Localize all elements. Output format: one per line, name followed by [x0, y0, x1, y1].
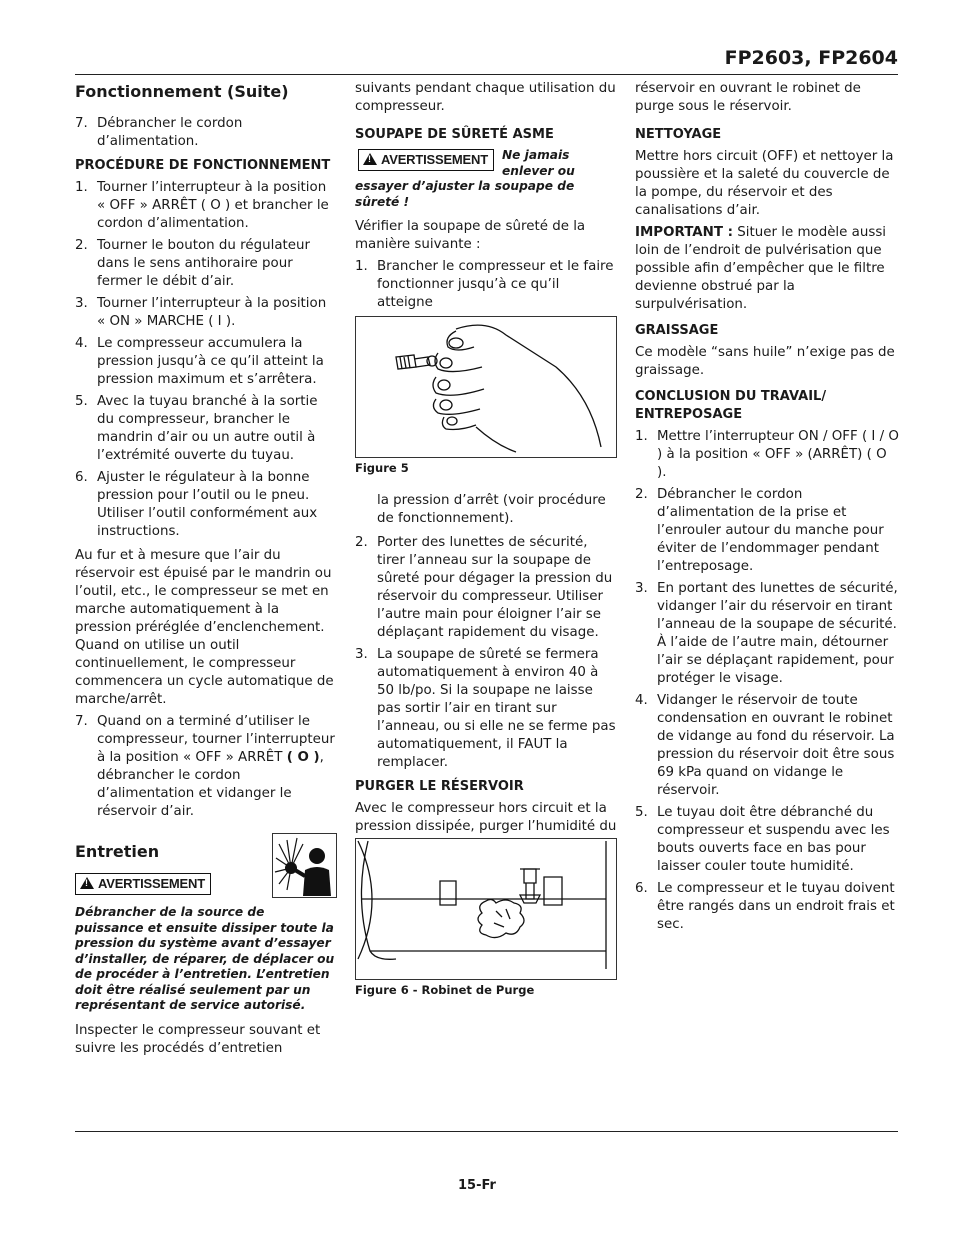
procedure-list — [75, 179, 337, 541]
lubrication-heading: GRAISSAGE — [635, 323, 719, 338]
procedure-heading: PROCÉDURE DE FONCTIONNEMENT — [75, 158, 331, 173]
section-title-operation: Fonctionnement (Suite) — [75, 82, 289, 101]
column-2 — [355, 80, 617, 998]
safety-steps-list — [355, 534, 617, 772]
figure-6-illustration — [355, 838, 617, 980]
pressure-hazard-icon — [272, 833, 337, 898]
list-item: 2. Porter des lunettes de sécurité, tirer l’anneau sur la soupape de sûreté pour dégager la pression du réservoir du compresseur. Utiliser l’autre main pour éloigner l’air se déplaçant rapidement du visage. — [355, 535, 613, 640]
section-title-maintenance: Entretien — [75, 842, 160, 861]
list-item: 7. Débrancher le cordon d’alimentation. — [75, 116, 243, 149]
list-item: 5. Le tuyau doit être débranché du compresseur et suspendu avec les bouts ouverts face en bas pour laisser couler toute humidité. — [635, 805, 890, 874]
header-model: FP2603, FP2604 — [724, 47, 898, 69]
list-item: 3. En portant des lunettes de sécurité, vidanger l’air du réservoir en tirant l’anneau de la soupape de sécurité. À l’aide de l’autre main, détourner l’air se déplaçant rapidement, pour protéger le visage. — [635, 581, 898, 686]
column-1 — [75, 80, 337, 1062]
safety-warning-text: Ne jamais enlever ou essayer d’ajuster la soupape de sûreté ! — [355, 148, 575, 209]
safety-warning-block — [355, 148, 617, 210]
list-item: 3. La soupape de sûreté se fermera automatiquement à environ 40 à 50 lb/po. Si la soupape ne laisse pas sortir l’air en tirant sur l’anneau, ou si elle ne se ferme pas automatiquement, il FAUT la remplacer. — [355, 647, 616, 770]
check-text: Vérifier la soupape de sûreté de la manière suivante : — [355, 219, 586, 252]
inspect-text: Inspecter le compresseur souvant et suivre les procédés d’entretien — [75, 1022, 321, 1056]
safety-step-1-list — [355, 258, 617, 312]
storage-list — [635, 428, 899, 934]
operation-step-7b-list — [75, 713, 337, 821]
auto-cycle-paragraph: Au fur et à mesure que l’air du réservoir est épuisé par le mandrin ou l’outil, etc., le compresseur se met en marche automatiquement à la pression préréglée d’enclenchement. Quand on utilise un outil continuellement, le compresseur commencera un cycle automatique de marche/arrêt. — [75, 548, 334, 707]
maintenance-block — [75, 841, 337, 1058]
list-item: 4. Vidanger le réservoir de toute condensation en ouvrant le robinet de vidange au fond du réservoir. La pression du réservoir doit être sous 69 kPa quand on vidange le réservoir. — [635, 693, 895, 798]
warning-triangle-icon — [363, 153, 377, 165]
continuation-text: réservoir en ouvrant le robinet de purge sous le réservoir. — [635, 81, 861, 114]
list-item: 7. Quand on a terminé d’utiliser le compresseur, tourner l’interrupteur à la position « OFF » ARRÊT ( O ), débrancher le cordon d’alimentation et vidanger le réservoir d’air. — [75, 714, 335, 819]
operation-step-7a-list — [75, 115, 337, 151]
bottom-rule — [75, 1131, 898, 1132]
warning-badge: !AVERTISSEMENT — [75, 873, 211, 895]
list-item: 6. Ajuster le régulateur à la bonne pression pour l’outil ou le pneu. Utiliser l’outil conformément aux instructions. — [75, 470, 318, 539]
figure-6-caption: Figure 6 - Robinet de Purge — [355, 983, 535, 997]
warning-triangle-icon — [80, 877, 94, 889]
important-note: IMPORTANT : Situer le modèle aussi loin de l’endroit de pulvérisation que possible afin d’empêcher que le filtre devienne obstrué par la surpulvérisation. — [635, 225, 887, 312]
drain-text: Avec le compresseur hors circuit et la pression dissipée, purger l’humidité du — [355, 801, 617, 834]
list-item: 1. Mettre l’interrupteur ON / OFF ( I / O ) à la position « OFF » (ARRÊT) ( O ). — [635, 429, 899, 480]
list-item: 3. Tourner l’interrupteur à la position « ON » MARCHE ( I ). — [75, 296, 327, 329]
lubrication-text: Ce modèle “sans huile” n’exige pas de graissage. — [635, 345, 895, 378]
drain-heading: PURGER LE RÉSERVOIR — [355, 779, 524, 794]
list-item: 1. Brancher le compresseur et le faire fonctionner jusqu’à ce qu’il atteigne — [355, 259, 614, 310]
list-item: 1. Tourner l’interrupteur à la position « OFF » ARRÊT ( O ) et brancher le cordon d’alimentation. — [75, 180, 329, 231]
top-rule — [75, 74, 898, 75]
column-3 — [635, 80, 899, 940]
cleaning-heading: NETTOYAGE — [635, 127, 722, 142]
list-item: 5. Avec la tuyau branché à la sortie du compresseur, brancher le mandrin d’air ou un autre outil à l’extrémité ouverte du tuyau. — [75, 394, 318, 463]
continuation-text: suivants pendant chaque utilisation du compresseur. — [355, 81, 616, 114]
step-1-continuation: la pression d’arrêt (voir procédure de fonctionnement). — [377, 493, 606, 526]
list-item: 2. Débrancher le cordon d’alimentation de la prise et l’enrouler autour du manche pour éviter de l’endommager pendant l’entreposage. — [635, 487, 884, 574]
warning-badge: !AVERTISSEMENT — [358, 149, 494, 171]
safety-valve-heading: SOUPAPE DE SÛRETÉ ASME — [355, 127, 554, 142]
maintenance-warning-text: Débrancher de la source de puissance et ensuite dissiper toute la pression du système avant d’essayer d’installer, de réparer, de déplacer ou de procéder à l’entretien. L’entretien doit être réalisé seulement par un représentant de service autorisé. — [75, 905, 335, 1012]
page-number: 15-Fr — [458, 1178, 496, 1193]
list-item: 2. Tourner le bouton du régulateur dans le sens antihoraire pour fermer le débit d’air. — [75, 238, 311, 289]
list-item: 6. Le compresseur et le tuyau doivent être rangés dans un endroit frais et sec. — [635, 881, 895, 932]
storage-heading: CONCLUSION DU TRAVAIL/ ENTREPOSAGE — [635, 389, 827, 422]
figure-5-caption: Figure 5 — [355, 461, 409, 475]
list-item: 4. Le compresseur accumulera la pression jusqu’à ce qu’il atteint la pression maximum et s’arrêtera. — [75, 336, 324, 387]
cleaning-text: Mettre hors circuit (OFF) et nettoyer la poussière et la saleté du couvercle de la pompe, du réservoir et des canalisations d’air. — [635, 149, 894, 218]
figure-5-illustration — [355, 316, 617, 458]
